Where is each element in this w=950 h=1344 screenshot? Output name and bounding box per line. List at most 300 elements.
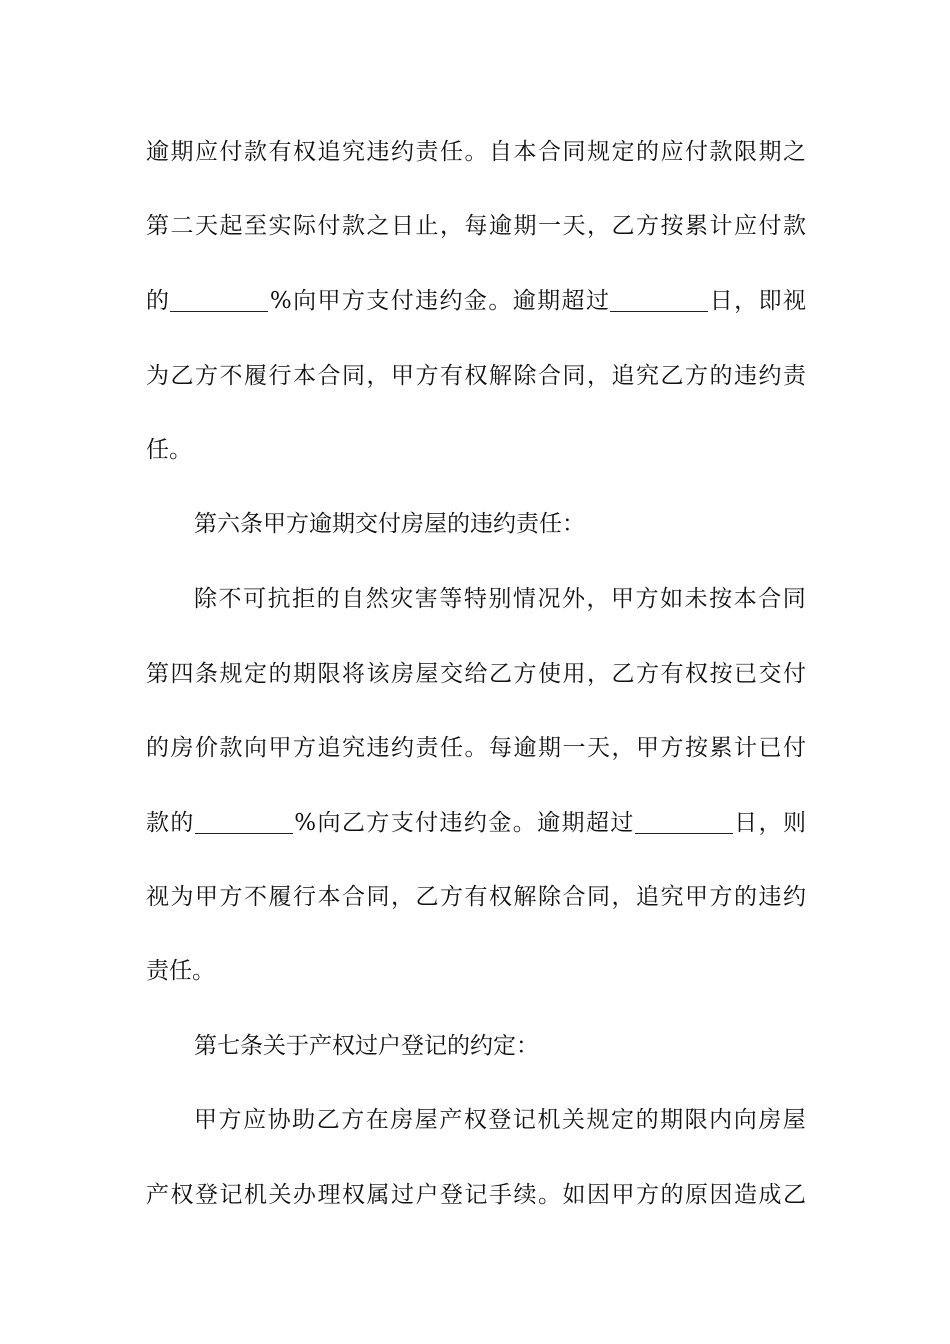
text-glyph: 然	[365, 586, 389, 612]
text-glyph: 规	[586, 1107, 610, 1133]
text-glyph: 向	[244, 735, 267, 761]
text-glyph: 方	[685, 363, 708, 389]
text-glyph: 如	[562, 1182, 586, 1208]
text-glyph: ，	[587, 213, 610, 239]
text-glyph: 权	[332, 1033, 355, 1059]
text-glyph: 过	[585, 288, 609, 314]
text-glyph: 情	[512, 586, 536, 612]
text-glyph: 支	[390, 810, 414, 836]
text-line	[146, 951, 806, 991]
text-glyph: 一	[562, 735, 586, 761]
text-glyph: 期	[561, 810, 585, 836]
section-heading	[194, 1026, 806, 1066]
text-glyph: 之	[783, 139, 806, 165]
text-glyph: 的	[170, 810, 194, 836]
text-glyph: 记	[512, 1107, 536, 1133]
fill-in-blank	[635, 809, 733, 834]
text-glyph: 。	[538, 1182, 561, 1208]
text-glyph: 房	[758, 1107, 782, 1133]
text-glyph: 乙	[660, 363, 684, 389]
text-glyph: 逾	[513, 735, 537, 761]
text-glyph: 方	[341, 1107, 365, 1133]
text-glyph: 的	[635, 1107, 659, 1133]
text-glyph: 支	[366, 288, 390, 314]
text-glyph: 抗	[267, 586, 291, 612]
text-line	[146, 430, 806, 470]
text-glyph: 因	[709, 1182, 733, 1208]
text-glyph: 约	[493, 511, 516, 537]
text-glyph: 甲	[611, 586, 635, 612]
text-glyph: 交	[355, 511, 378, 537]
text-glyph: 天	[587, 735, 610, 761]
text-glyph: 同	[366, 884, 390, 910]
text-glyph: 方	[709, 884, 733, 910]
text-glyph: 方	[293, 735, 316, 761]
text-glyph: 责	[146, 958, 169, 984]
text-glyph: 期	[660, 1107, 684, 1133]
text-glyph: 合	[758, 586, 782, 612]
text-glyph: 二	[170, 213, 194, 239]
text-glyph: 责	[516, 511, 539, 537]
section-heading	[194, 504, 806, 544]
text-glyph: ，	[587, 363, 610, 389]
text-glyph: 天	[562, 213, 586, 239]
text-glyph: 违	[758, 884, 782, 910]
text-glyph: 任	[440, 139, 463, 165]
text-glyph: 付	[219, 139, 243, 165]
text-glyph: 自	[489, 139, 512, 165]
text-glyph: 登	[488, 1107, 512, 1133]
text-glyph: 期	[332, 511, 355, 537]
text-glyph: 履	[244, 363, 267, 389]
text-glyph: 日	[709, 288, 733, 314]
text-glyph: 交	[758, 661, 782, 687]
text-glyph: 未	[684, 586, 708, 612]
text-glyph: ，	[611, 735, 635, 761]
text-glyph: 成	[758, 1182, 782, 1208]
text-glyph: 累	[709, 735, 733, 761]
text-glyph: 违	[366, 735, 390, 761]
text-glyph: 向	[293, 288, 317, 314]
text-glyph: 合	[562, 884, 586, 910]
text-glyph: 起	[219, 213, 243, 239]
text-glyph: 方	[195, 363, 218, 389]
text-glyph: 甲	[194, 1107, 217, 1133]
text-glyph: 第	[194, 511, 217, 537]
text-glyph: 一	[538, 213, 561, 239]
text-glyph: 追	[317, 139, 341, 165]
text-glyph: 房	[170, 735, 194, 761]
text-glyph: 究	[660, 884, 684, 910]
text-glyph: 过	[355, 1033, 378, 1059]
text-glyph: 产	[309, 1033, 332, 1059]
text-glyph: 规	[587, 139, 610, 165]
text-glyph: 有	[268, 139, 292, 165]
text-glyph: 将	[342, 661, 365, 687]
text-glyph: 付	[378, 511, 401, 537]
text-glyph: 甲	[317, 288, 341, 314]
text-glyph: 登	[401, 1033, 424, 1059]
text-glyph: 视	[782, 288, 806, 314]
text-glyph: 方	[513, 661, 537, 687]
text-glyph: 屋	[415, 661, 439, 687]
text-glyph: 追	[636, 884, 659, 910]
text-glyph: 条	[195, 661, 218, 687]
text-glyph: 屋	[424, 511, 447, 537]
text-glyph: 甲	[268, 735, 292, 761]
text-glyph: 本	[733, 586, 757, 612]
text-glyph: 则	[782, 810, 806, 836]
text-glyph: 限	[684, 1107, 708, 1133]
text-glyph: 助	[292, 1107, 316, 1133]
text-glyph: 期	[538, 735, 561, 761]
text-glyph: 户	[378, 1033, 401, 1059]
text-glyph: 实	[268, 213, 292, 239]
text-line	[146, 728, 806, 768]
text-glyph: 止	[415, 213, 439, 239]
text-glyph: 付	[685, 139, 708, 165]
text-glyph: 的	[316, 586, 340, 612]
text-glyph: 期	[513, 213, 537, 239]
text-glyph: 屋	[414, 1107, 438, 1133]
text-glyph: 责	[783, 363, 806, 389]
text-glyph: 乙	[489, 661, 512, 687]
text-glyph: 付	[390, 288, 414, 314]
text-glyph: 逾	[309, 511, 332, 537]
text-glyph: 产	[146, 1182, 169, 1208]
text-glyph: 乙	[611, 213, 635, 239]
text-glyph: 理	[317, 1182, 341, 1208]
text-glyph: 究	[342, 139, 365, 165]
text-glyph: 同	[342, 363, 365, 389]
text-glyph: 限	[317, 661, 341, 687]
text-glyph: 为	[146, 363, 169, 389]
text-glyph: 乙	[341, 810, 365, 836]
text-glyph: 在	[365, 1107, 389, 1133]
text-glyph: ：	[516, 1033, 539, 1059]
text-glyph: 期	[537, 288, 561, 314]
text-glyph: 款	[219, 735, 243, 761]
text-glyph: 登	[440, 1182, 463, 1208]
text-glyph: 合	[317, 363, 341, 389]
text-line	[146, 206, 806, 246]
text-glyph: 害	[414, 586, 438, 612]
text-glyph: 行	[293, 884, 316, 910]
text-glyph: 解	[513, 884, 537, 910]
text-glyph: 条	[240, 1033, 263, 1059]
text-glyph: 方	[636, 661, 659, 687]
text-glyph: 记	[424, 1033, 447, 1059]
fill-in-blank	[610, 287, 708, 312]
text-glyph: 每	[489, 735, 512, 761]
text-glyph: 际	[293, 213, 316, 239]
text-glyph: 付	[317, 213, 341, 239]
text-glyph: 任	[169, 958, 192, 984]
text-glyph: 屋	[782, 1107, 806, 1133]
text-glyph: 方	[218, 1107, 242, 1133]
text-glyph: 计	[734, 735, 757, 761]
text-glyph: 过	[391, 1182, 414, 1208]
text-glyph: 日	[391, 213, 414, 239]
text-glyph: 除	[538, 884, 561, 910]
text-glyph: 有	[440, 363, 463, 389]
text-glyph: 用	[562, 661, 586, 687]
text-glyph: 权	[463, 1107, 487, 1133]
text-glyph: 计	[709, 213, 733, 239]
text-glyph: 乙	[611, 661, 635, 687]
text-glyph: 金	[488, 810, 512, 836]
text-glyph: 七	[217, 1033, 240, 1059]
text-glyph: 按	[685, 735, 708, 761]
text-glyph: ，	[440, 213, 463, 239]
text-glyph: 逾	[512, 288, 536, 314]
text-glyph: 甲	[685, 884, 708, 910]
text-glyph: 有	[660, 661, 684, 687]
text-glyph: 除	[194, 586, 217, 612]
text-glyph: 权	[464, 363, 488, 389]
text-glyph: 造	[734, 1182, 757, 1208]
text-glyph: 不	[244, 884, 267, 910]
text-glyph: 交	[440, 661, 463, 687]
text-glyph: 户	[415, 1182, 439, 1208]
text-glyph: 六	[217, 511, 240, 537]
text-glyph: 每	[464, 213, 488, 239]
text-glyph: 。	[464, 139, 488, 165]
text-glyph: 同	[562, 139, 586, 165]
text-glyph: 约	[463, 810, 487, 836]
text-glyph: 方	[366, 810, 390, 836]
text-glyph: 即	[758, 288, 782, 314]
text-line	[146, 877, 806, 917]
text-glyph: 续	[513, 1182, 537, 1208]
text-glyph: 视	[146, 884, 169, 910]
text-glyph: 方	[415, 363, 439, 389]
text-glyph: 权	[170, 1182, 194, 1208]
text-glyph: 内	[709, 1107, 733, 1133]
text-glyph: 责	[415, 735, 439, 761]
text-line	[146, 654, 806, 694]
text-glyph: 。	[169, 437, 192, 463]
text-glyph: 的	[447, 511, 470, 537]
text-glyph: 款	[244, 139, 267, 165]
text-glyph: 责	[415, 139, 439, 165]
text-glyph: 合	[538, 363, 561, 389]
text-glyph: 向	[733, 1107, 757, 1133]
text-glyph: 有	[464, 884, 488, 910]
text-glyph: 期	[170, 139, 194, 165]
text-glyph: 的	[447, 1033, 470, 1059]
text-glyph: 的	[709, 363, 733, 389]
text-glyph: 追	[317, 735, 341, 761]
text-glyph: 方	[341, 288, 365, 314]
text-glyph: 方	[636, 1182, 659, 1208]
text-glyph: 的	[146, 288, 169, 314]
text-glyph: 第	[146, 661, 169, 687]
text-glyph: 可	[243, 586, 267, 612]
text-line	[146, 281, 806, 321]
text-glyph: 记	[464, 1182, 488, 1208]
text-glyph: 权	[342, 1182, 365, 1208]
text-glyph: 的	[268, 661, 292, 687]
text-glyph: 履	[268, 884, 292, 910]
text-glyph: 本	[513, 139, 537, 165]
text-glyph: 第	[194, 1033, 217, 1059]
text-glyph: 条	[240, 511, 263, 537]
text-glyph: 登	[195, 1182, 218, 1208]
text-glyph: 究	[636, 363, 659, 389]
text-glyph: 按	[709, 661, 733, 687]
text-glyph: 。	[488, 288, 512, 314]
text-glyph: 违	[439, 810, 463, 836]
text-glyph: 超	[585, 810, 609, 836]
text-glyph: 超	[561, 288, 585, 314]
text-glyph: 违	[734, 363, 757, 389]
text-glyph: 合	[342, 884, 365, 910]
text-glyph: 同	[562, 363, 586, 389]
text-glyph: 同	[782, 586, 806, 612]
text-glyph: 于	[286, 1033, 309, 1059]
text-glyph: 按	[660, 213, 684, 239]
text-glyph: 按	[709, 586, 733, 612]
text-glyph: 约	[470, 1033, 493, 1059]
text-glyph: 应	[660, 139, 684, 165]
text-glyph: 至	[244, 213, 267, 239]
text-glyph: 违	[470, 511, 493, 537]
text-glyph: 任	[539, 511, 562, 537]
text-glyph: 不	[218, 586, 242, 612]
text-glyph: 方	[440, 884, 463, 910]
text-glyph: 手	[489, 1182, 512, 1208]
text-glyph: 款	[342, 213, 365, 239]
text-glyph: 房	[391, 661, 414, 687]
text-glyph: 灾	[390, 586, 414, 612]
text-glyph: 定	[611, 139, 635, 165]
text-glyph: 约	[439, 288, 463, 314]
text-glyph: 产	[439, 1107, 463, 1133]
text-glyph: 本	[317, 884, 341, 910]
text-glyph: 乙	[170, 363, 194, 389]
text-glyph: 乙	[783, 1182, 806, 1208]
text-glyph: 付	[783, 661, 806, 687]
text-glyph: 乙	[415, 884, 439, 910]
text-glyph: 况	[537, 586, 561, 612]
fill-in-blank	[170, 287, 268, 312]
text-glyph: 约	[758, 363, 782, 389]
text-glyph: 特	[463, 586, 487, 612]
text-glyph: 究	[342, 735, 365, 761]
text-glyph: ，	[366, 363, 390, 389]
text-glyph: 的	[636, 139, 659, 165]
text-glyph: 甲	[195, 884, 218, 910]
text-glyph: 协	[267, 1107, 291, 1133]
text-glyph: 原	[685, 1182, 708, 1208]
text-glyph: 甲	[391, 363, 414, 389]
text-glyph: 使	[538, 661, 561, 687]
text-glyph: 除	[513, 363, 537, 389]
text-glyph: 方	[219, 884, 243, 910]
text-glyph: 权	[293, 139, 316, 165]
text-glyph: 向	[317, 810, 341, 836]
text-glyph: 违	[366, 139, 390, 165]
text-glyph: ，	[586, 586, 610, 612]
text-line	[194, 1100, 806, 1140]
text-glyph: 应	[734, 213, 757, 239]
text-glyph: ，	[611, 884, 635, 910]
text-glyph: 天	[195, 213, 218, 239]
text-glyph: 关	[263, 1033, 286, 1059]
text-glyph: 期	[758, 139, 782, 165]
fill-in-blank	[195, 809, 293, 834]
text-glyph: 逾	[537, 810, 561, 836]
text-glyph: 约	[391, 139, 414, 165]
text-glyph: 如	[660, 586, 684, 612]
text-glyph: 该	[366, 661, 390, 687]
text-glyph: 之	[366, 213, 390, 239]
text-glyph: 同	[587, 884, 610, 910]
text-glyph: 约	[783, 884, 806, 910]
text-glyph: 付	[783, 735, 806, 761]
text-glyph: ，	[391, 884, 414, 910]
text-glyph: ，	[587, 661, 610, 687]
text-glyph: 乙	[316, 1107, 340, 1133]
text-glyph: 本	[293, 363, 316, 389]
text-glyph: 甲	[263, 511, 286, 537]
text-glyph: 第	[146, 213, 169, 239]
text-glyph: 记	[219, 1182, 243, 1208]
text-glyph: 累	[685, 213, 708, 239]
text-glyph: 四	[170, 661, 194, 687]
text-glyph: 属	[366, 1182, 390, 1208]
text-glyph: 甲	[611, 1182, 635, 1208]
text-glyph: 拒	[292, 586, 316, 612]
text-glyph: 合	[538, 139, 561, 165]
text-glyph: 违	[415, 288, 439, 314]
text-glyph: 关	[268, 1182, 292, 1208]
text-glyph: 机	[537, 1107, 561, 1133]
text-glyph: 房	[401, 511, 424, 537]
text-glyph: 的	[734, 884, 757, 910]
text-glyph: 规	[219, 661, 243, 687]
text-glyph: 金	[463, 288, 487, 314]
text-glyph: 办	[293, 1182, 316, 1208]
text-glyph: 。	[512, 810, 536, 836]
text-glyph: 过	[610, 810, 634, 836]
text-glyph: 行	[268, 363, 292, 389]
text-glyph: 定	[244, 661, 267, 687]
text-glyph: 限	[734, 139, 757, 165]
text-glyph: 款	[146, 810, 169, 836]
text-glyph: 应	[243, 1107, 267, 1133]
text-glyph: 关	[561, 1107, 585, 1133]
text-glyph: ，	[734, 288, 758, 314]
text-line	[146, 132, 806, 172]
text-line	[146, 1175, 806, 1215]
text-glyph: 方	[286, 511, 309, 537]
text-glyph: 房	[390, 1107, 414, 1133]
text-glyph: 约	[391, 735, 414, 761]
text-glyph: 已	[758, 735, 782, 761]
text-glyph: 定	[493, 1033, 516, 1059]
text-glyph: 逾	[489, 213, 512, 239]
text-glyph: 款	[709, 139, 733, 165]
text-glyph: 因	[587, 1182, 610, 1208]
text-glyph: 方	[660, 735, 684, 761]
text-glyph: 权	[489, 884, 512, 910]
text-glyph: 等	[439, 586, 463, 612]
text-glyph: 任	[146, 437, 169, 463]
text-glyph: 款	[783, 213, 806, 239]
text-glyph: 。	[464, 735, 488, 761]
